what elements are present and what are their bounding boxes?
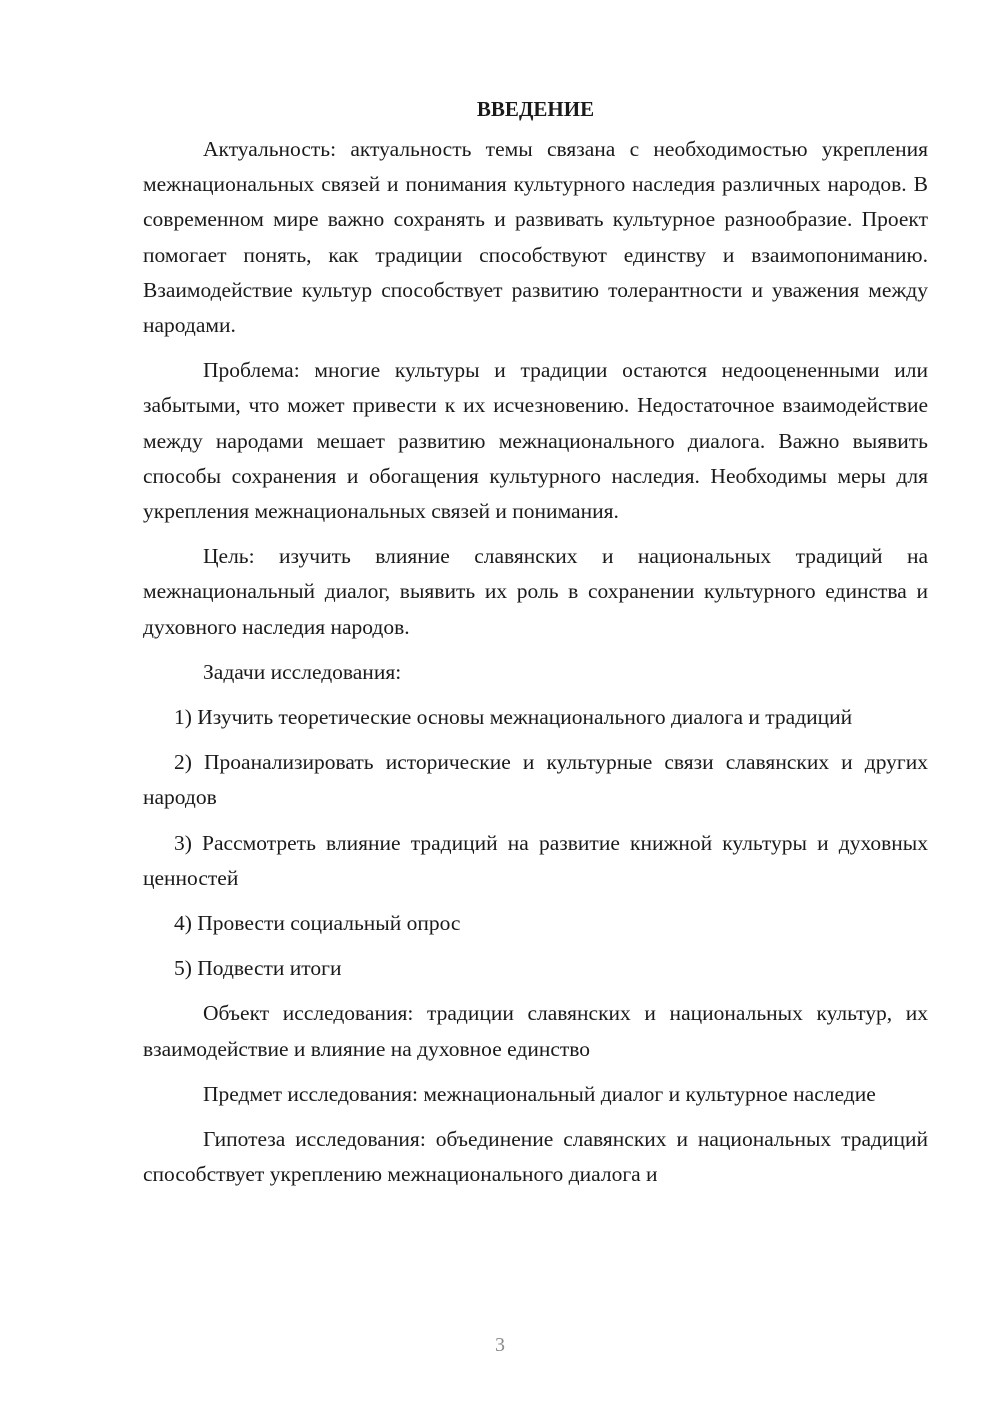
paragraph-relevance: Актуальность: актуальность темы связана с необходимостью укрепления межнациональных связей и понимания культурного наследия различных народов. В современном мире важно сохранять и развивать культурное разнообразие. Проект помогает понять, как традиции способствуют единству и взаимопониманию. Взаимодействие культур способствует развитию толерантности и уважения между народами.	[143, 137, 928, 338]
paragraph-tasks-heading: Задачи исследования:	[203, 659, 402, 684]
list-item-task-1: 1) Изучить теоретические основы межнационального диалога и традиций	[174, 705, 853, 730]
paragraph-goal: Цель: изучить влияние славянских и национальных традиций на межнациональный диалог, выявить их роль в сохранении культурного единства и духовного наследия народов.	[143, 544, 928, 639]
paragraph-object: Объект исследования: традиции славянских и национальных культур, их взаимодействие и влияние на духовное единство	[143, 1001, 928, 1061]
page-number: 3	[495, 1334, 505, 1356]
paragraph-hypothesis: Гипотеза исследования: объединение славянских и национальных традиций способствует укреплению межнационального диалога и	[143, 1127, 928, 1187]
list-item-task-4: 4) Провести социальный опрос	[174, 911, 461, 936]
list-item-task-5: 5) Подвести итоги	[174, 956, 342, 981]
document-page	[143, 92, 928, 1192]
list-item-task-2: 2) Проанализировать исторические и культурные связи славянских и других народов	[143, 750, 928, 810]
paragraph-subject: Предмет исследования: межнациональный диалог и культурное наследие	[203, 1081, 876, 1106]
paragraph-problem: Проблема: многие культуры и традиции остаются недооцененными или забытыми, что может привести к их исчезновению. Недостаточное взаимодействие между народами мешает развитию межнационального диалога. Важно выявить способы сохранения и обогащения культурного наследия. Необходимы меры для укрепления межнациональных связей и понимания.	[143, 358, 928, 524]
page-title: ВВЕДЕНИЕ	[476, 97, 595, 121]
list-item-task-3: 3) Рассмотреть влияние традиций на развитие книжной культуры и духовных ценностей	[143, 830, 928, 890]
